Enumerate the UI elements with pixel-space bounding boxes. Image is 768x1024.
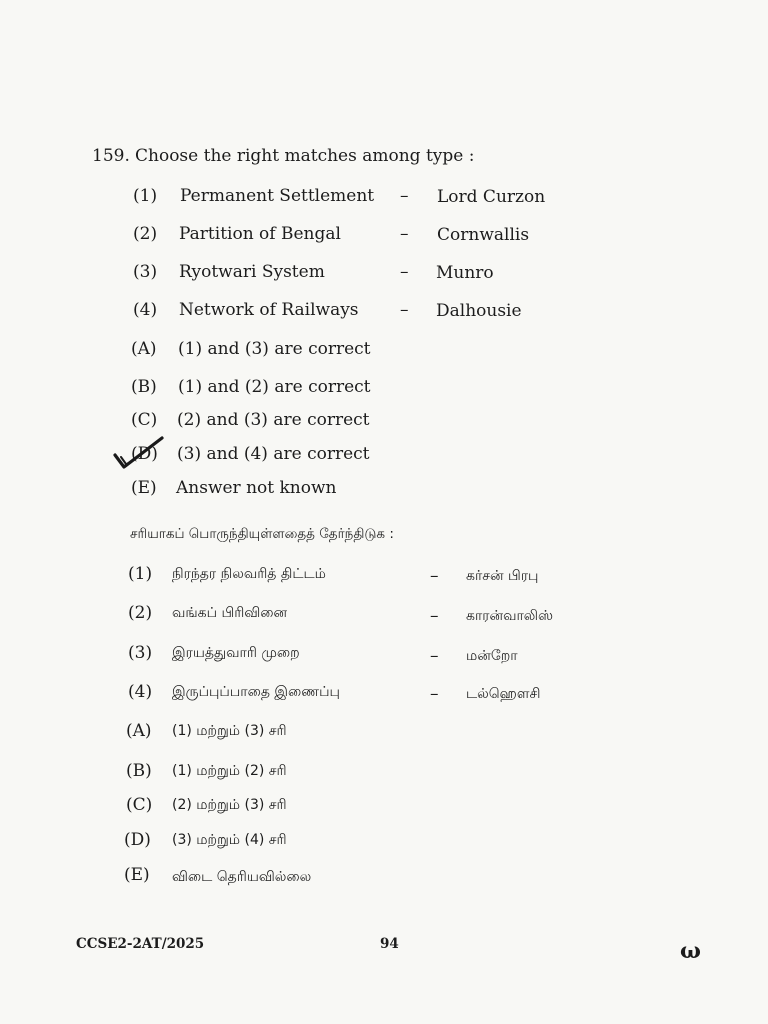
option-text: (3) மற்றும் (4) சரி bbox=[172, 832, 287, 848]
pair-match: மன்றோ bbox=[466, 648, 518, 664]
option-text: விடை தெரியவில்லை bbox=[172, 869, 312, 885]
option-text: (1) மற்றும் (2) சரி bbox=[172, 763, 287, 779]
option-text: (3) and (4) are correct bbox=[177, 444, 370, 464]
pair-dash: – bbox=[400, 300, 409, 320]
pair-number: (4) bbox=[128, 682, 153, 702]
option-text: (1) மற்றும் (3) சரி bbox=[172, 723, 287, 739]
pair-dash: – bbox=[430, 646, 439, 666]
pair-item: Permanent Settlement bbox=[180, 186, 375, 206]
pair-number: (3) bbox=[133, 262, 158, 282]
pair-match: Lord Curzon bbox=[437, 187, 546, 207]
question-text: Choose the right matches among type : bbox=[135, 146, 475, 166]
option-label: (E) bbox=[124, 865, 150, 885]
option-text: (2) and (3) are correct bbox=[177, 410, 370, 430]
pair-item: Ryotwari System bbox=[179, 262, 325, 282]
pair-item: நிரந்தர நிலவரித் திட்டம் bbox=[172, 566, 326, 582]
pair-dash: – bbox=[400, 262, 409, 282]
pair-match: டல்ஹௌசி bbox=[466, 686, 541, 702]
pair-dash: – bbox=[430, 606, 439, 626]
pair-number: (2) bbox=[128, 603, 153, 623]
pair-number: (3) bbox=[128, 643, 153, 663]
pair-match: கர்சன் பிரபு bbox=[466, 568, 539, 584]
pair-item: Partition of Bengal bbox=[179, 224, 341, 244]
pair-dash: – bbox=[400, 224, 409, 244]
pair-number: (4) bbox=[133, 300, 158, 320]
checkmark-icon bbox=[112, 436, 166, 470]
pair-number: (2) bbox=[133, 224, 158, 244]
pair-item: Network of Railways bbox=[179, 300, 359, 320]
option-label: (C) bbox=[131, 410, 158, 430]
tamil-question-text: சரியாகப் பொருந்தியுள்ளதைத் தேர்ந்திடுக : bbox=[130, 526, 394, 542]
option-label-marked: (D) bbox=[131, 444, 158, 464]
pair-match: Cornwallis bbox=[437, 225, 530, 245]
pair-item: இரயத்துவாரி முறை bbox=[172, 645, 300, 661]
option-text: (1) and (2) are correct bbox=[178, 377, 371, 397]
pair-number: (1) bbox=[128, 564, 153, 584]
pair-match: Dalhousie bbox=[436, 301, 522, 321]
pair-dash: – bbox=[400, 186, 409, 206]
pair-item: வங்கப் பிரிவினை bbox=[172, 605, 288, 621]
option-label: (B) bbox=[126, 761, 152, 781]
pair-match: காரன்வாலிஸ் bbox=[466, 608, 554, 624]
pair-number: (1) bbox=[133, 186, 158, 206]
pair-match: Munro bbox=[436, 263, 494, 283]
page-mark: ω bbox=[680, 938, 701, 964]
question-number: 159. bbox=[92, 146, 130, 166]
pair-item: இருப்புப்பாதை இணைப்பு bbox=[172, 684, 340, 700]
pair-dash: – bbox=[430, 566, 439, 586]
pair-dash: – bbox=[430, 684, 439, 704]
option-label: (A) bbox=[126, 721, 152, 741]
option-text: Answer not known bbox=[176, 478, 337, 498]
option-text: (1) and (3) are correct bbox=[178, 339, 371, 359]
option-label: (C) bbox=[126, 795, 153, 815]
option-label: (B) bbox=[131, 377, 157, 397]
option-label: (D) bbox=[124, 830, 151, 850]
page-number: 94 bbox=[380, 936, 399, 952]
option-label: (A) bbox=[131, 339, 157, 359]
option-label: (E) bbox=[131, 478, 157, 498]
option-text: (2) மற்றும் (3) சரி bbox=[172, 797, 287, 813]
exam-code: CCSE2-2AT/2025 bbox=[76, 936, 205, 952]
